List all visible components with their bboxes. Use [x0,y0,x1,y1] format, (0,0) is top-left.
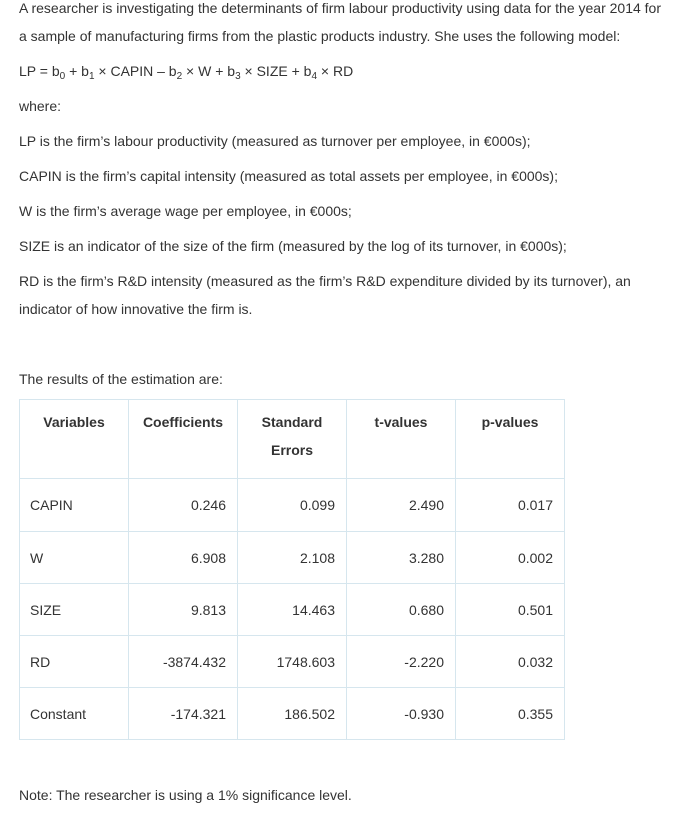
header-t-values: t-values [347,400,456,479]
significance-note: Note: The researcher is using a 1% significance level. [19,787,352,803]
cell-standard-error: 0.099 [238,479,347,532]
cell-p-value: 0.355 [456,688,565,740]
cell-t-value: -0.930 [347,688,456,740]
cell-coefficient: 9.813 [129,584,238,636]
cell-coefficient: 0.246 [129,479,238,532]
intro-line-1: A researcher is investigating the determinants of firm labour productivity using data for the year 2014 for [19,0,662,16]
cell-p-value: 0.032 [456,636,565,688]
cell-variable: CAPIN [20,479,129,532]
cell-coefficient: -3874.432 [129,636,238,688]
table-row [20,636,565,688]
cell-variable: Constant [20,688,129,740]
definition-w: W is the firm’s average wage per employee, in €000s; [19,203,352,219]
cell-standard-error: 2.108 [238,532,347,584]
definition-size: SIZE is an indicator of the size of the firm (measured by the log of its turnover, in €000s); [19,238,567,254]
table-row [20,479,565,532]
results-intro: The results of the estimation are: [19,371,223,387]
cell-p-value: 0.501 [456,584,565,636]
cell-variable: SIZE [20,584,129,636]
where-label: where: [19,98,62,114]
definition-lp: LP is the firm’s labour productivity (measured as turnover per employee, in €000s); [19,133,531,149]
cell-t-value: -2.220 [347,636,456,688]
cell-standard-error: 186.502 [238,688,347,740]
cell-variable: W [20,532,129,584]
intro-line-2: a sample of manufacturing firms from the plastic products industry. She uses the following model: [19,28,621,44]
cell-variable: RD [20,636,129,688]
cell-t-value: 2.490 [347,479,456,532]
results-table [19,399,565,740]
header-p-values: p-values [456,400,565,479]
table-header-row [20,400,565,479]
cell-t-value: 3.280 [347,532,456,584]
definition-rd-line-2: indicator of how innovative the firm is. [19,301,253,317]
cell-coefficient: -174.321 [129,688,238,740]
table-row [20,688,565,740]
cell-p-value: 0.002 [456,532,565,584]
header-variables: Variables [20,400,129,479]
cell-p-value: 0.017 [456,479,565,532]
table-row [20,584,565,636]
definition-capin: CAPIN is the firm’s capital intensity (measured as total assets per employee, in €000s); [19,168,558,184]
cell-standard-error: 14.463 [238,584,347,636]
cell-t-value: 0.680 [347,584,456,636]
cell-coefficient: 6.908 [129,532,238,584]
cell-standard-error: 1748.603 [238,636,347,688]
definition-rd-line-1: RD is the firm’s R&D intensity (measured as the firm’s R&D expenditure divided by its turnover), an [19,273,631,289]
table-row [20,532,565,584]
model-equation: LP = $b_0 + b_1$ × CAPIN – $b_2 \times W + b_3$ × SIZE + $b_4$ × RD [19,63,354,82]
header-coefficients: Coefficients [129,400,238,479]
header-standard-errors: Standard Errors [238,400,347,479]
